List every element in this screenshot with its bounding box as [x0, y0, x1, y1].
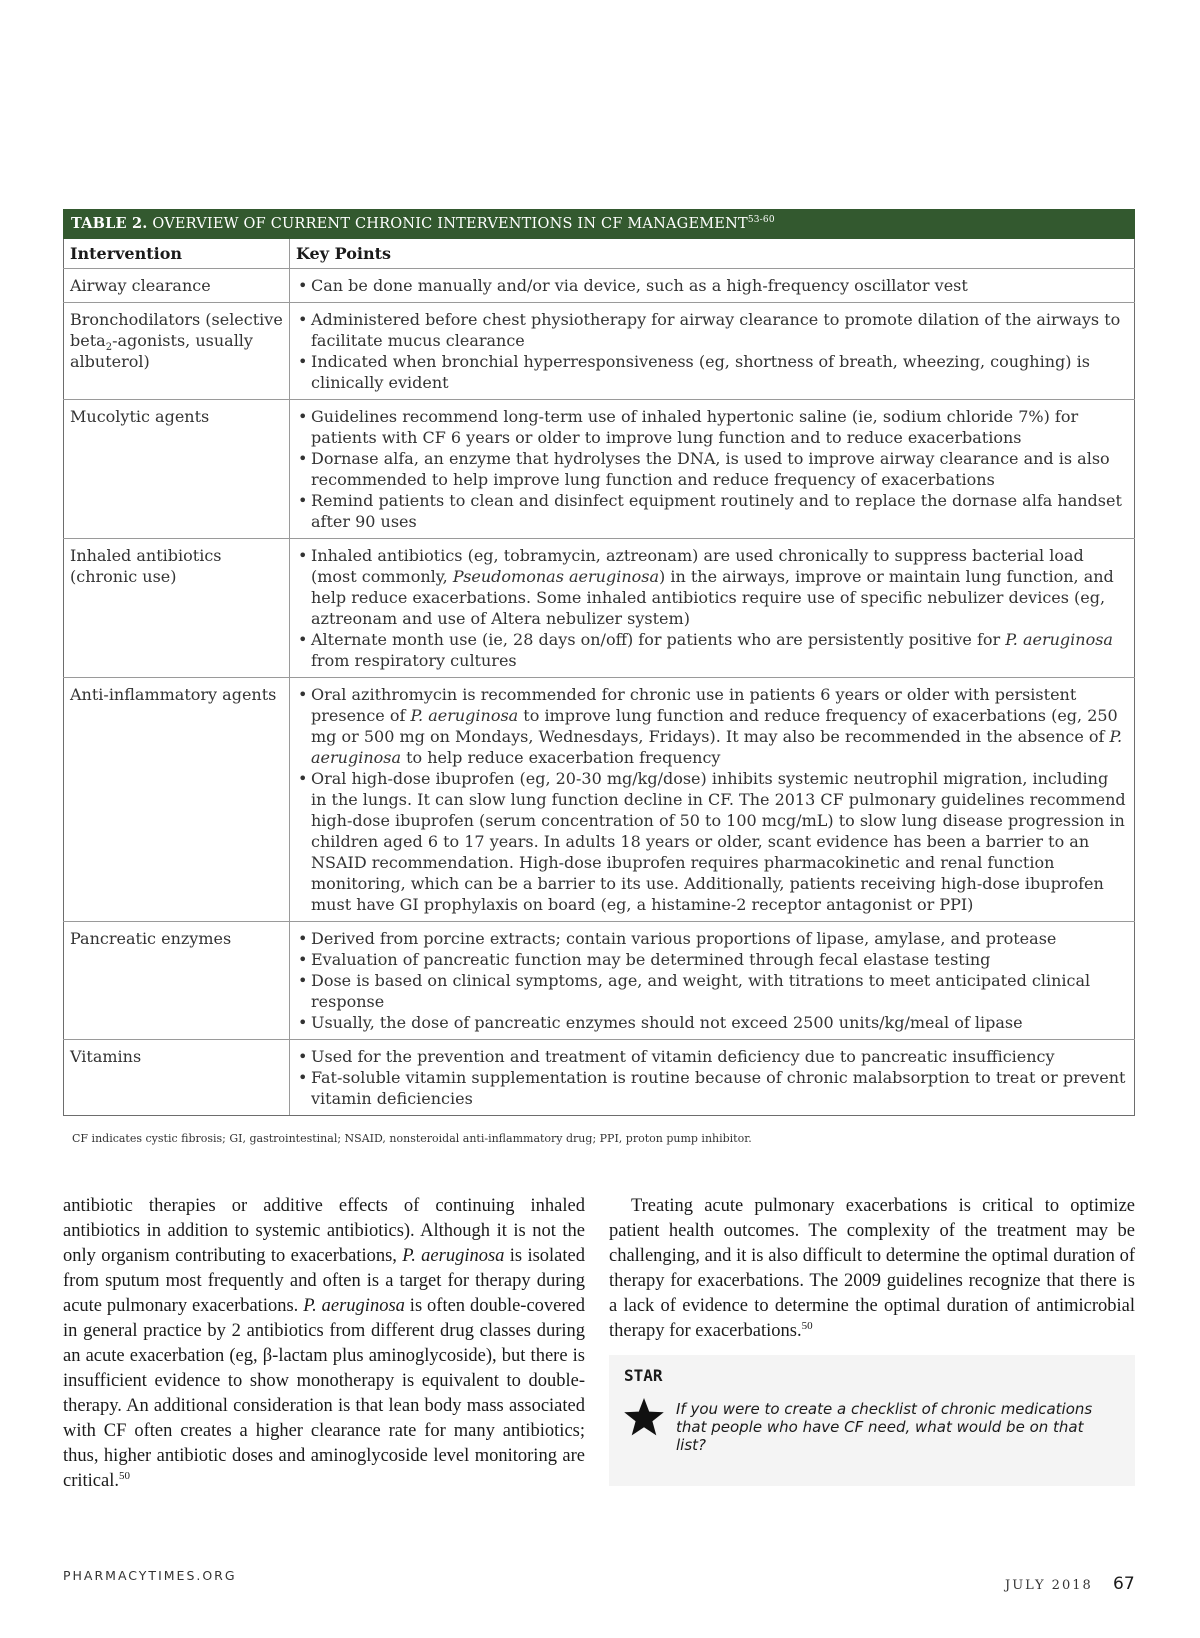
key-point: • Oral high-dose ibuprofen (eg, 20-30 mg/kg/dose) inhibits systemic neutrophil migration, including in the lungs. It can slow lung function decline in CF. The 2013 CF pulmonary guidelines recommend high-dose ibuprofen (serum concentration of 50 to 100 mcg/mL) to slow lung disease progression in children aged 6 to 17 years. In adults 18 years or older, scant evidence has been a barrier to an NSAID recommendation. High-dose ibuprofen requires pharmacokinetic and renal function monitoring, which can be a barrier to its use. Additionally, patients receiving high-dose ibuprofen must have GI prophylaxis on board (eg, a histamine-2 receptor antagonist or PPI) [298, 768, 1128, 915]
table-2 [63, 209, 1135, 1116]
row-intervention: Vitamins [64, 1040, 290, 1116]
key-point: • Remind patients to clean and disinfect equipment routinely and to replace the dornase alfa handset after 90 uses [298, 490, 1128, 532]
interventions-table [63, 239, 1135, 1116]
row-intervention: Pancreatic enzymes [64, 922, 290, 1040]
table-row [64, 539, 1135, 678]
row-intervention: Inhaled antibiotics (chronic use) [64, 539, 290, 678]
key-point: • Fat-soluble vitamin supplementation is routine because of chronic malabsorption to treat or prevent vitamin deficiencies [298, 1067, 1128, 1109]
table-row [64, 269, 1135, 303]
row-key-points [290, 1040, 1135, 1116]
key-point: • Derived from porcine extracts; contain various proportions of lipase, amylase, and protease [298, 928, 1128, 949]
row-key-points [290, 539, 1135, 678]
row-intervention: Anti-inflammatory agents [64, 678, 290, 922]
row-key-points [290, 269, 1135, 303]
intervention-text: Bronchodilators (selective beta [70, 310, 283, 350]
key-point: • Alternate month use (ie, 28 days on/off) for patients who are persistently positive for P. aeruginosa from respiratory cultures [298, 629, 1128, 671]
table-row [64, 1040, 1135, 1116]
row-key-points [290, 303, 1135, 400]
key-point: • Indicated when bronchial hyperresponsiveness (eg, shortness of breath, wheezing, coughing) is clinically evident [298, 351, 1128, 393]
table-title-ref: 53-60 [747, 215, 775, 225]
body-paragraph: Treating acute pulmonary exacerbations is critical to optimize patient health outcomes. The complexity of the treatment may be challenging, and it is also difficult to determine the optimal duration of therapy for exacerbations. The 2009 guidelines recognize that there is a lack of evidence to determine the optimal duration of antimicrobial therapy for exacerbations.$^{50}$ [609, 1196, 1135, 1341]
key-point: • Administered before chest physiotherapy for airway clearance to promote dilation of the airways to facilitate mucus clearance [298, 309, 1128, 351]
key-point: • Usually, the dose of pancreatic enzymes should not exceed 2500 units/kg/meal of lipase [298, 1012, 1128, 1033]
page-number: 67 [1113, 1574, 1135, 1594]
header-intervention: Intervention [64, 239, 290, 269]
body-column-left [63, 1194, 585, 1494]
table-title-bar [63, 209, 1135, 239]
row-intervention: Mucolytic agents [64, 400, 290, 539]
footer-date: JULY 2018 [1005, 1578, 1093, 1593]
row-key-points [290, 400, 1135, 539]
table-label: TABLE 2. [71, 215, 148, 232]
header-key-points: Key Points [290, 239, 1135, 269]
star-question: If you were to create a checklist of chronic medications that people who have CF need, what would be on that list? [676, 1400, 1093, 1454]
key-point: • Can be done manually and/or via device, such as a high-frequency oscillator vest [298, 275, 1128, 296]
reference-number: 50 [801, 1320, 813, 1332]
star-heading: STAR [624, 1366, 663, 1385]
body-paragraph: antibiotic therapies or additive effects of continuing inhaled antibiotics in addition to systemic antibiotics). Although it is not the only organism contributing to exacerbations, P. aeruginosa is isolated from sputum most frequently and often is a target for therapy during acute pulmonary exacerbations. P. aeruginosa is often double-covered in general practice by 2 antibiotics from different drug classes during an acute exacerbation (eg, β-lactam plus aminoglycoside), but there is insufficient evidence to show monotherapy is equivalent to double-therapy. An additional consideration is that lean body mass associated with CF often creates a higher clearance rate for many antibiotics; thus, higher antibiotic doses and aminoglycoside level monitoring are critical.$^{50}$ [63, 1196, 586, 1491]
key-point: • Oral azithromycin is recommended for chronic use in patients 6 years or older with persistent presence of P. aeruginosa to improve lung function and reduce frequency of exacerbations (eg, 250 mg or 500 mg on Mondays, Wednesdays, Fridays). It may also be recommended in the absence of P. aeruginosa to help reduce exacerbation frequency [298, 684, 1128, 768]
star-icon [623, 1397, 665, 1437]
key-point: • Evaluation of pancreatic function may be determined through fecal elastase testing [298, 949, 1128, 970]
body-column-right [609, 1194, 1135, 1344]
row-intervention [64, 303, 290, 400]
table-row [64, 400, 1135, 539]
key-point: • Dornase alfa, an enzyme that hydrolyses the DNA, is used to improve airway clearance and is also recommended to help improve lung function and reduce frequency of exacerbations [298, 448, 1128, 490]
key-point: • Dose is based on clinical symptoms, age, and weight, with titrations to meet anticipated clinical response [298, 970, 1128, 1012]
table-header-row [64, 239, 1135, 269]
table-title: OVERVIEW OF CURRENT CHRONIC INTERVENTIONS IN CF MANAGEMENT [152, 216, 748, 232]
key-point: • Used for the prevention and treatment of vitamin deficiency due to pancreatic insufficiency [298, 1046, 1128, 1067]
table-footnote: CF indicates cystic fibrosis; GI, gastrointestinal; NSAID, nonsteroidal anti-inflammatory drug; PPI, proton pump inhibitor. [72, 1132, 752, 1145]
table-row [64, 922, 1135, 1040]
key-point: • Inhaled antibiotics (eg, tobramycin, aztreonam) are used chronically to suppress bacterial load (most commonly, Pseudomonas aeruginosa) in the airways, improve or maintain lung function, and help reduce exacerbations. Some inhaled antibiotics require use of specific nebulizer devices (eg, aztreonam and use of Altera nebulizer system) [298, 545, 1128, 629]
footer-site: PHARMACYTIMES.ORG [63, 1568, 237, 1583]
reference-number: 50 [118, 1470, 130, 1482]
row-key-points [290, 678, 1135, 922]
key-point: • Guidelines recommend long-term use of inhaled hypertonic saline (ie, sodium chloride 7%) for patients with CF 6 years or older to improve lung function and to reduce exacerbations [298, 406, 1128, 448]
row-intervention: Airway clearance [64, 269, 290, 303]
table-row [64, 678, 1135, 922]
intervention-subscript: 2 [105, 342, 113, 353]
table-row [64, 303, 1135, 400]
intervention-text: -agonists, usually albuterol) [70, 331, 253, 371]
star-callout [609, 1355, 1135, 1486]
row-key-points [290, 922, 1135, 1040]
